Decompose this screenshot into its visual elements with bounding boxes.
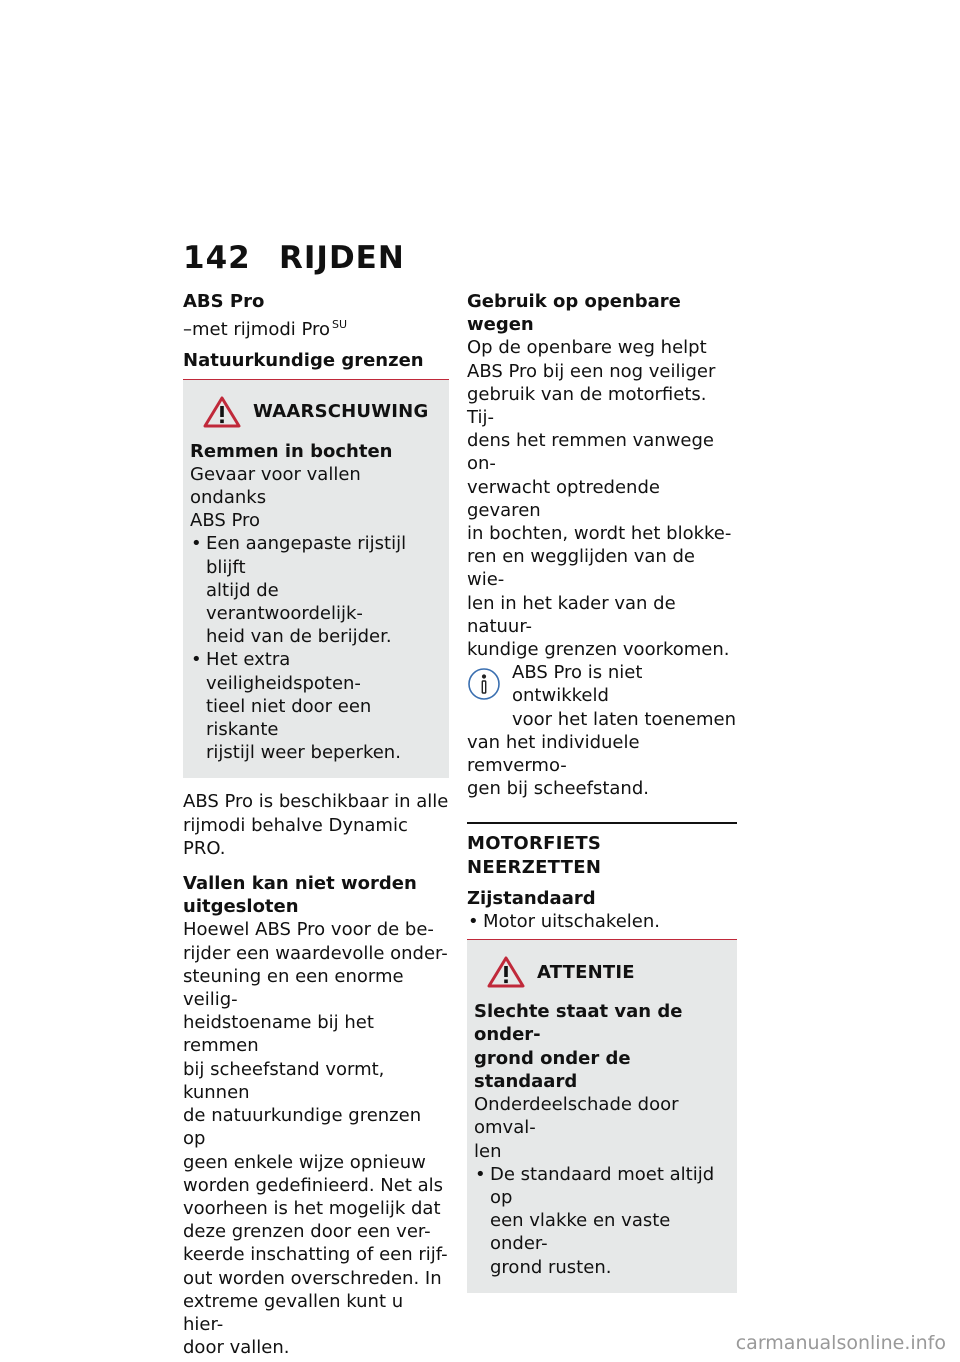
section-title: RIJDEN (279, 240, 405, 276)
bullet-line: een vlakke en vaste onder- (490, 1210, 671, 1255)
warning-text-line: ABS Pro (190, 510, 261, 532)
text-line: ABS Pro bij een nog veiliger (467, 360, 716, 382)
info-icon (467, 667, 501, 701)
text-line: Hoewel ABS Pro voor de be- (183, 919, 434, 941)
topic-subtitle (183, 313, 449, 341)
paragraph-falling (183, 918, 449, 1359)
text-line: keerde inschatting of een rijf- (183, 1244, 448, 1266)
subheading-side-stand: Zijstandaard (467, 887, 596, 909)
bullet-line: De standaard moet altijd op (490, 1163, 715, 1208)
text-line: in bochten, wordt het blokke- (467, 523, 732, 545)
attention-title: ATTENTIE (537, 961, 635, 983)
bullet-line: altijd de verantwoordelijk- (206, 579, 363, 625)
attention-text-line: Onderdeelschade door omval- (474, 1094, 679, 1139)
bullet-line: grond rusten. (490, 1256, 612, 1278)
text-line: len in het kader van de natuur- (467, 592, 676, 637)
heading-natural-limits: Natuurkundige grenzen (183, 350, 424, 372)
warning-bullet (190, 532, 441, 648)
warning-text-line: Gevaar voor vallen ondanks (190, 463, 361, 509)
paragraph-public-roads (467, 336, 737, 661)
text-line: extreme gevallen kunt u hier- (183, 1290, 404, 1335)
text-line: rijmodi behalve Dynamic PRO. (183, 814, 408, 859)
bullet-dot: • (475, 1163, 486, 1185)
attention-bullet (474, 1163, 729, 1279)
subject-line: grond onder de standaard (474, 1047, 631, 1092)
text-line: gebruik van de motorfiets. Tij- (467, 383, 707, 429)
right-column (467, 290, 737, 1293)
bullet-line: tieel niet door een riskante (206, 695, 372, 741)
paragraph-availability (183, 790, 449, 860)
info-note (467, 661, 737, 800)
heading-falling (183, 872, 449, 918)
warning-bullet (190, 648, 441, 764)
warning-triangle-icon (203, 395, 241, 429)
step-text: Motor uitschakelen. (483, 911, 660, 933)
text-line: de natuurkundige grenzen op (183, 1105, 422, 1150)
warning-header (190, 394, 441, 430)
info-line: van het individuele remvermo- (467, 731, 640, 777)
attention-subject (474, 1000, 729, 1093)
text-line: steuning en een enorme veilig- (183, 965, 404, 1011)
text-line: rijder een waardevolle onder- (183, 942, 448, 964)
text-line: door vallen. (183, 1337, 290, 1359)
text-line: bij scheefstand vormt, kunnen (183, 1058, 385, 1103)
bullet-line: Het extra veiligheidspoten- (206, 649, 361, 694)
attention-text-line: len (474, 1140, 502, 1162)
section-heading-parking: MOTORFIETS NEERZETTEN (467, 822, 737, 878)
step-item (467, 910, 737, 933)
page-number: 142 (183, 240, 251, 276)
subject-line: Slechte staat van de onder- (474, 1001, 683, 1046)
text-line: worden gedefinieerd. Net als (183, 1174, 444, 1196)
text-line: dens het remmen vanwege on- (467, 430, 715, 475)
bullet-dot: • (468, 911, 479, 933)
bullet-line: heid van de berijder. (206, 626, 392, 648)
text-line: kundige grenzen voorkomen. (467, 639, 730, 661)
text-line: Op de openbare weg helpt (467, 337, 707, 359)
topic-subtitle-text: –met rijmodi Pro (183, 319, 331, 341)
bullet-dot: • (191, 649, 202, 671)
warning-triangle-icon (487, 955, 525, 989)
text-line: ABS Pro is beschikbaar in alle (183, 791, 449, 813)
info-line: gen bij scheefstand. (467, 778, 649, 800)
heading-line: uitgesloten (183, 896, 299, 918)
text-line: voorheen is het mogelijk dat (183, 1197, 441, 1219)
text-line: ren en wegglijden van de wie- (467, 546, 696, 591)
text-line: deze grenzen door een ver- (183, 1221, 431, 1243)
text-line: geen enkele wijze opnieuw (183, 1151, 426, 1173)
warning-subject: Remmen in bochten (190, 440, 393, 462)
heading-line: Vallen kan niet worden (183, 873, 417, 895)
topic-title: ABS Pro (183, 291, 265, 312)
info-line: ABS Pro is niet ontwikkeld (512, 662, 643, 707)
watermark-link[interactable]: carmanualsonline.info (735, 1332, 946, 1354)
left-column (183, 290, 449, 1359)
text-line: verwacht optredende gevaren (467, 476, 660, 521)
text-line: heidstoename bij het remmen (183, 1012, 374, 1057)
warning-box (183, 380, 449, 779)
topic-subtitle-sup: SU (332, 318, 348, 332)
heading-public-roads: Gebruik op openbare wegen (467, 291, 681, 336)
warning-title: WAARSCHUWING (253, 401, 429, 422)
attention-header (474, 954, 729, 990)
bullet-dot: • (191, 533, 202, 555)
text-line: out worden overschreden. In (183, 1267, 442, 1289)
bullet-line: rijstijl weer beperken. (206, 742, 401, 764)
info-line: voor het laten toenemen (512, 708, 736, 730)
page-header (183, 240, 405, 276)
attention-box (467, 940, 737, 1292)
bullet-line: Een aangepaste rijstijl blijft (206, 533, 407, 578)
